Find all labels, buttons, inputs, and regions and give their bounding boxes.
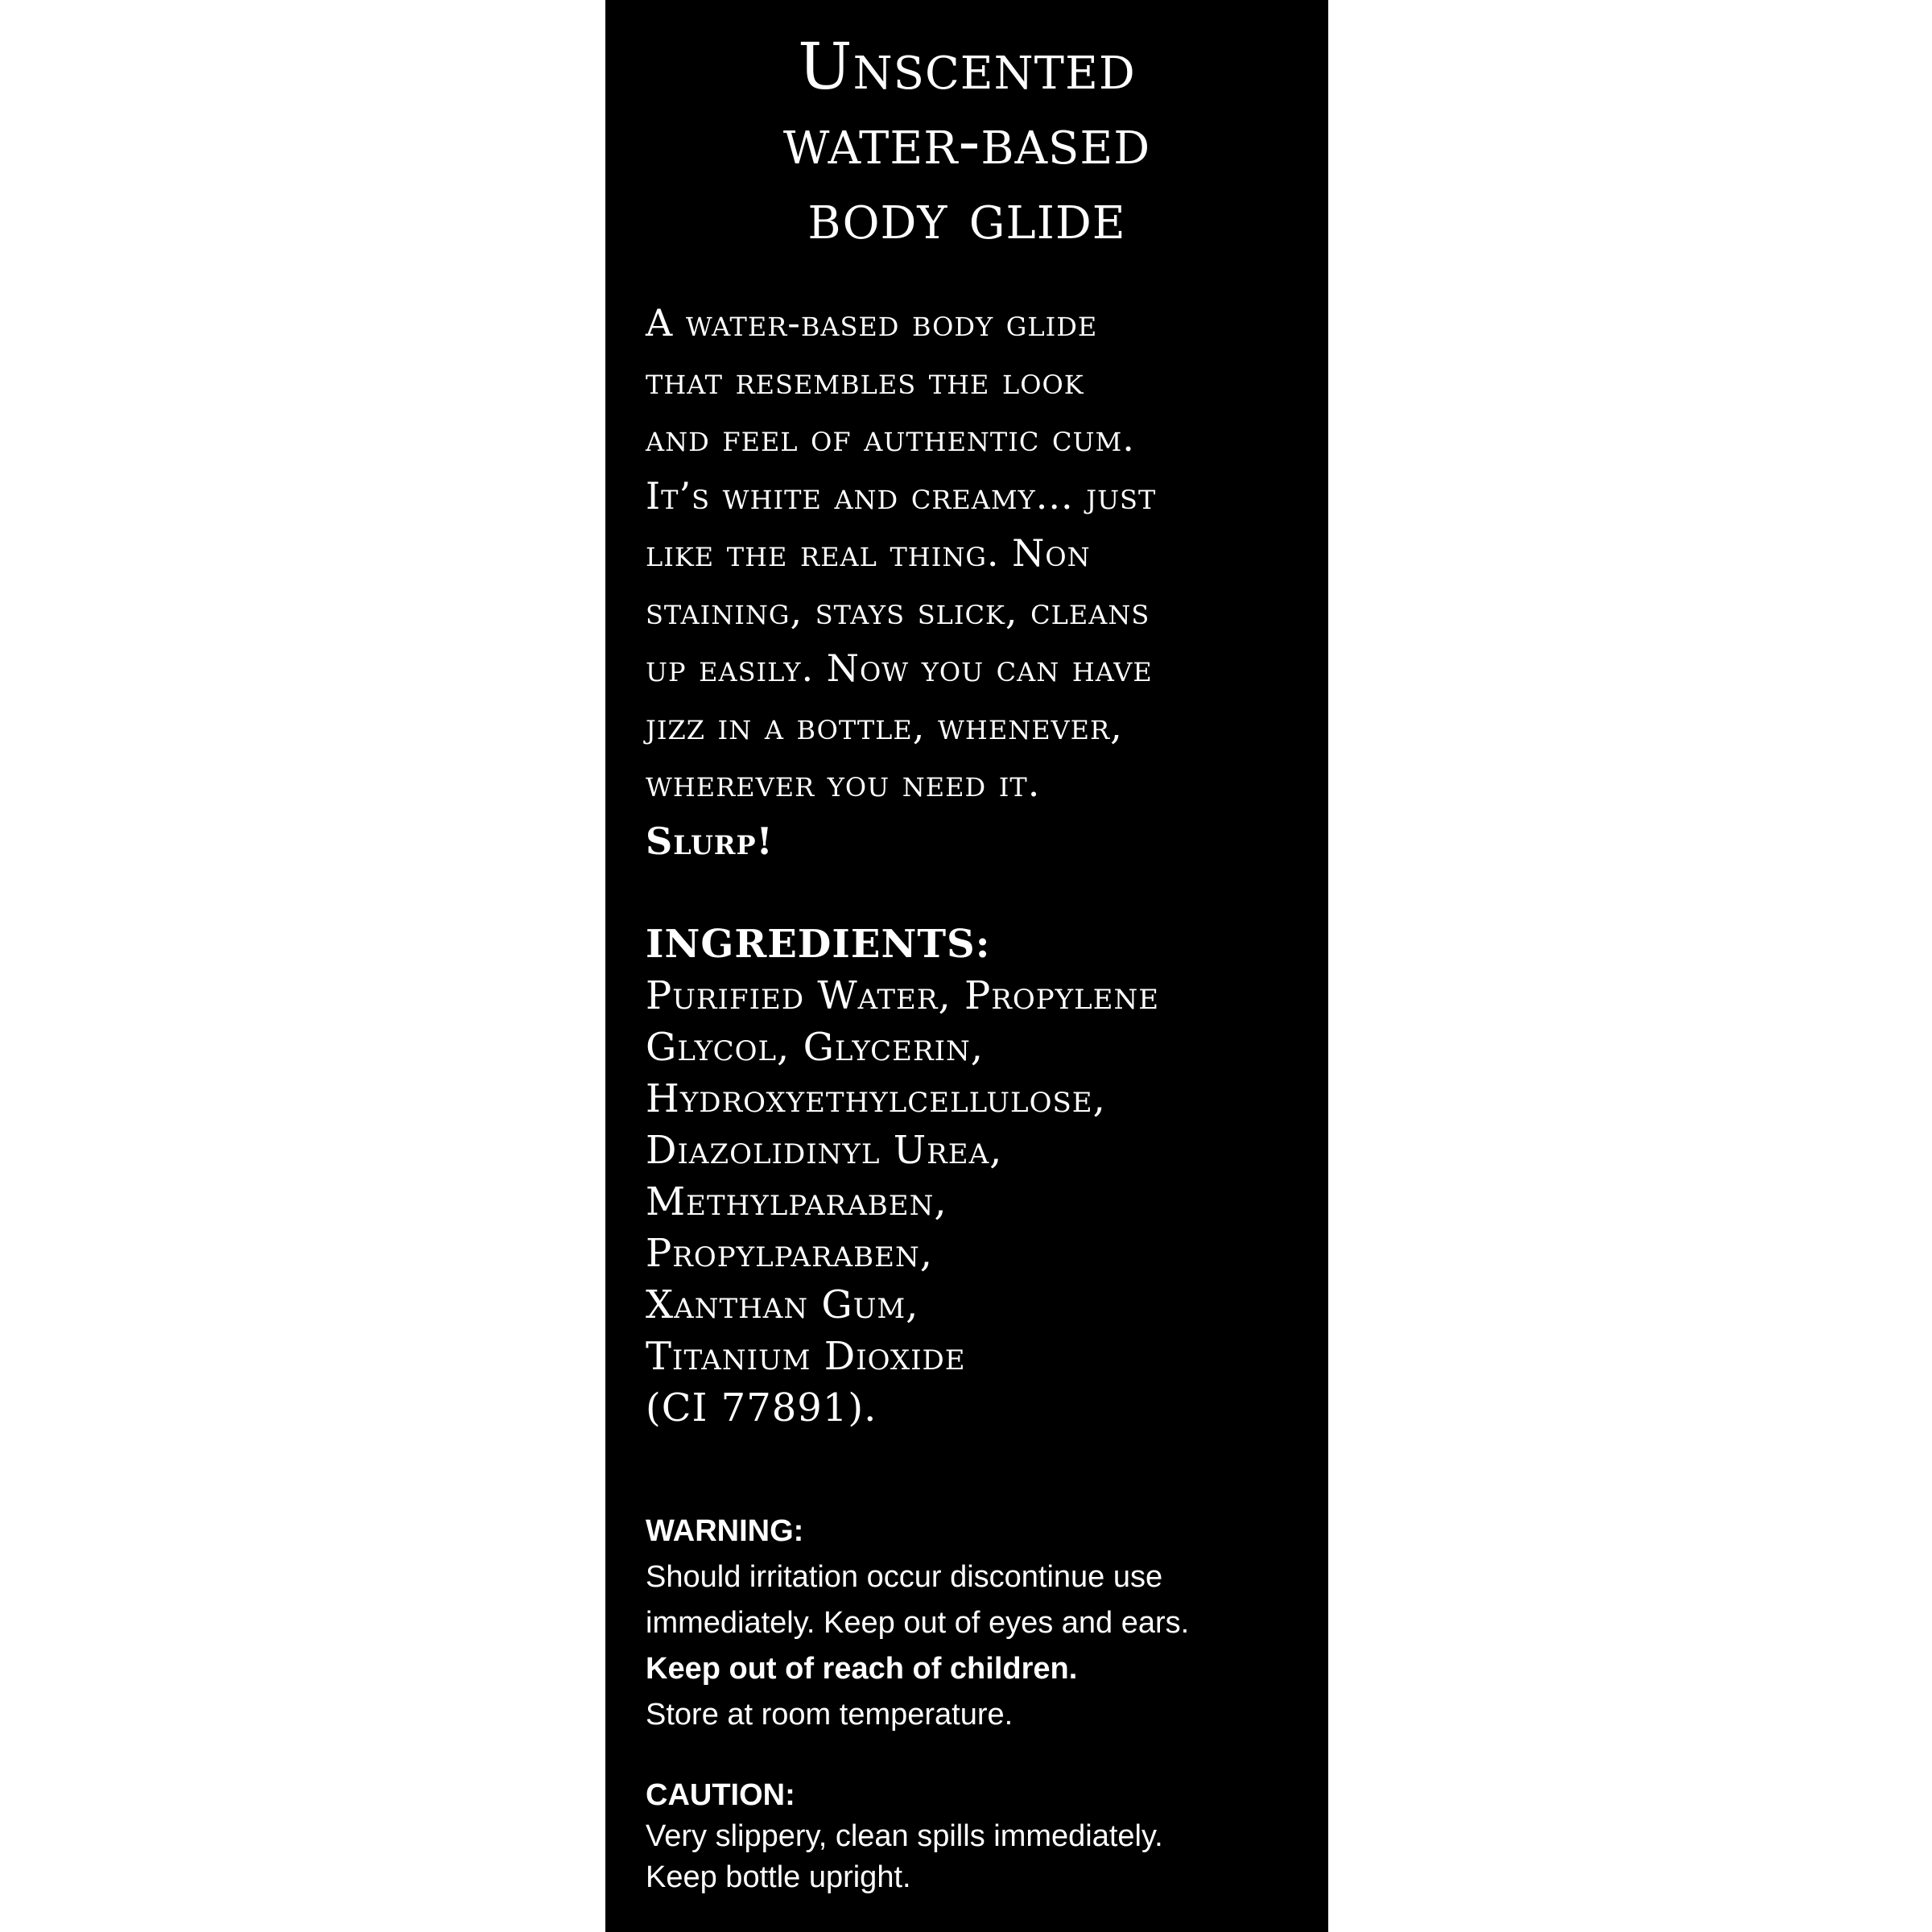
ingredients-heading: INGREDIENTS: [646,922,991,967]
warning-section [646,1509,1322,1738]
description-line: up easily. Now you can have [646,646,1153,690]
description-line: staining, stays slick, cleans [646,588,1150,633]
ingredients-section [646,919,1322,1434]
product-title-line: Unscented [798,29,1136,104]
ingredient-line: Methylparaben, [646,1179,947,1224]
ingredient-line: Titanium Dioxide [646,1334,966,1379]
ingredient-line: Hydroxyethylcellulose, [646,1076,1106,1121]
caution-line: Keep bottle upright. [646,1860,911,1894]
description-line: that resembles the look [646,358,1084,402]
description-line: It’s white and creamy... just [646,473,1157,518]
description-line: wherever you need it. [646,762,1041,805]
caution-section [646,1775,1322,1898]
product-title [605,29,1328,254]
children-warning: Keep out of reach of children. [646,1652,1078,1686]
ingredient-line: (CI 77891). [646,1385,877,1430]
description-line: like the real thing. Non [646,531,1091,575]
warning-line: Should irritation occur discontinue use [646,1560,1163,1594]
product-label-panel [605,0,1328,1932]
product-title-line: body glide [807,179,1126,254]
caution-line: Very slippery, clean spills immediately. [646,1819,1163,1853]
description-line: A water-based body glide [646,301,1098,345]
product-description [646,295,1322,870]
description-tagline: Slurp! [646,819,774,863]
storage-instruction: Store at room temperature. [646,1698,1013,1732]
warning-heading: WARNING: [646,1514,804,1548]
ingredient-line: Purified Water, Propylene [646,973,1160,1018]
warning-line: immediately. Keep out of eyes and ears. [646,1606,1190,1640]
ingredient-line: Diazolidinyl Urea, [646,1128,1003,1173]
ingredient-line: Glycol, Glycerin, [646,1025,985,1070]
ingredient-line: Xanthan Gum, [646,1282,919,1327]
description-line: and feel of authentic cum. [646,416,1135,460]
product-title-line: water-based [782,104,1151,179]
ingredient-line: Propylparaben, [646,1231,933,1276]
description-line: jizz in a bottle, whenever, [646,704,1123,748]
caution-heading: CAUTION: [646,1778,795,1812]
